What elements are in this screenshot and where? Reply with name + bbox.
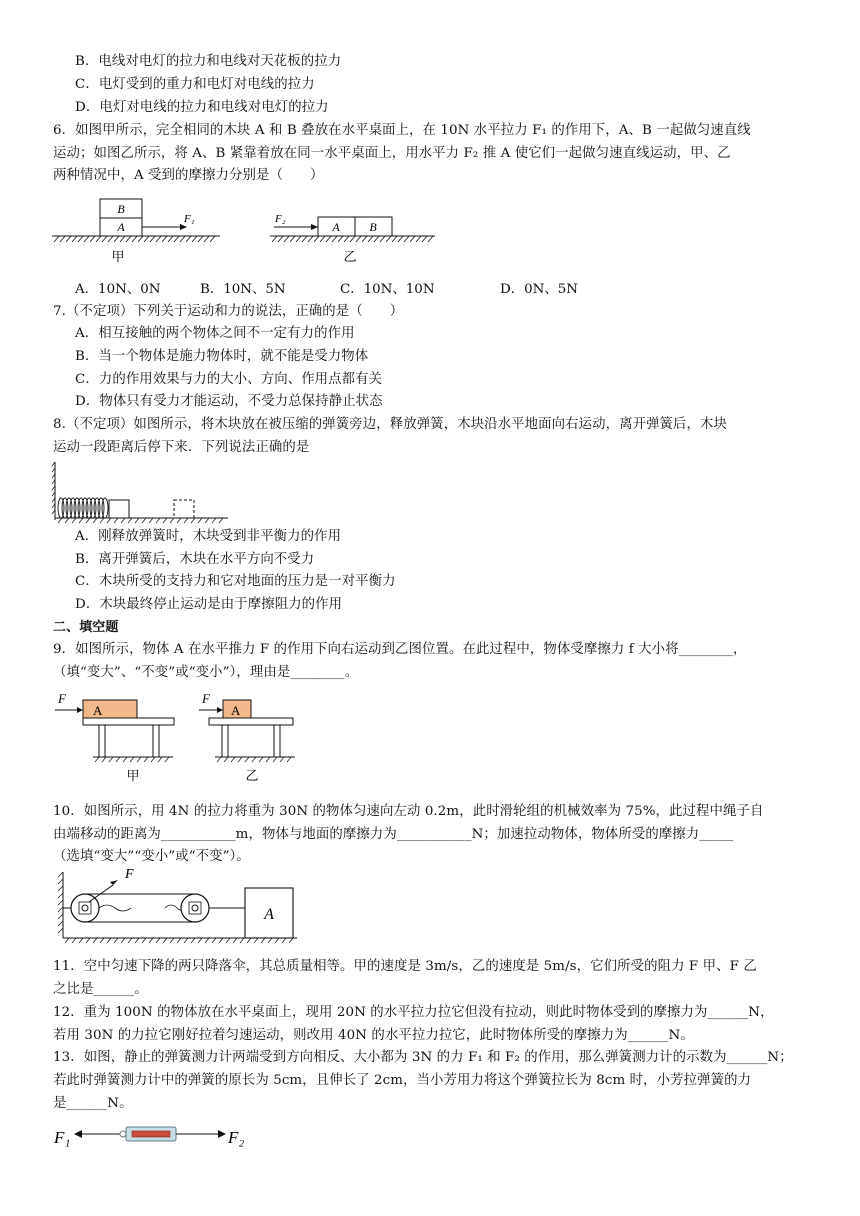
q8-spring-figure — [52, 460, 232, 525]
q6-label-jia: 甲 — [111, 249, 125, 264]
q12-stem-line1: 12．重为 100N 的物体放在水平桌面上，现用 20N 的水平拉力拉它但没有拉动，则此时物体受到的摩擦力为______N， — [53, 1005, 774, 1020]
q6-option-a: A．10N、0N — [75, 282, 161, 297]
q11-stem-line2: 之比是______。 — [53, 982, 148, 997]
q7-stem: 7.（不定项）下列关于运动和力的说法，正确的是（ ） — [53, 304, 404, 319]
q6-figure-yi — [270, 210, 440, 270]
fixed-pulley-icon — [71, 894, 99, 922]
q10-stem-line2: 由端移动的距离为___________m，物体与地面的摩擦力为___________N；加速拉动物体，物体所受的摩擦力_____ — [53, 827, 734, 842]
q6-jia-block-b: B — [117, 202, 125, 216]
q6-option-c: C．10N、10N — [340, 282, 435, 297]
q6-jia-block-a: A — [117, 220, 125, 234]
q8-stem-line1: 8.（不定项）如图所示，将木块放在被压缩的弹簧旁边，释放弹簧，木块沿水平地面向右运动，离开弹簧后，木块 — [53, 417, 728, 432]
q6-yi-force2: F₂ — [275, 213, 286, 225]
q9-yi-block-a: A — [231, 703, 241, 718]
q6-label-yi: 乙 — [343, 249, 357, 264]
q10-force-label: F — [125, 867, 134, 882]
q8-stem-line2: 运动一段距离后停下来．下列说法正确的是 — [53, 440, 310, 455]
q10-block-a: A — [264, 906, 274, 923]
q9-label-yi: 乙 — [245, 768, 259, 783]
q9-yi-force-label: F — [202, 691, 210, 706]
q10-stem-line1: 10．如图所示，用 4N 的拉力将重为 30N 的物体匀速向左动 0.2m，此时滑轮组的机械效率为 75%，此过程中绳子自 — [53, 804, 764, 819]
q6-stem-line3: 两种情况中，A 受到的摩擦力分别是（ ） — [53, 168, 324, 183]
q9-figure — [55, 690, 315, 782]
section-heading-fill-in: 二、填空题 — [53, 620, 119, 635]
q7-option-d: D．物体只有受力才能运动，不受力总保持静止状态 — [75, 394, 383, 409]
q9-stem-line2: （填“变大”、“不变”或“变小”），理由是________。 — [53, 665, 359, 680]
q13-stem-line3: 是______N。 — [53, 1096, 133, 1111]
q12-stem-line2: 若用 30N 的力拉它刚好拉着匀速运动，则改用 40N 的水平拉力拉它，此时物体所受的摩擦力为______N。 — [53, 1028, 694, 1043]
q9-jia-force-label: F — [58, 691, 66, 706]
q10-stem-line3: （选填“变大”“变小”或“不变”）。 — [53, 849, 250, 864]
q5-option-d: D．电灯对电线的拉力和电线对电灯的拉力 — [75, 100, 329, 115]
q6-stem-line1: 6．如图甲所示，完全相同的木块 A 和 B 叠放在水平桌面上，在 10N 水平拉力 F₁ 的作用下，A、B 一起做匀速直线 — [53, 123, 751, 138]
q11-stem-line1: 11．空中匀速下降的两只降落伞，其总质量相等。甲的速度是 3m/s，乙的速度是 5m/s，它们所受的阻力 F 甲、F 乙 — [53, 959, 757, 974]
q9-label-jia: 甲 — [126, 768, 140, 783]
q13-force2-label: F₂ — [228, 1128, 245, 1147]
q7-option-c: C．力的作用效果与力的大小、方向、作用点都有关 — [75, 372, 383, 387]
q6-stem-line2: 运动；如图乙所示，将 A、B 紧靠着放在同一水平桌面上，用水平力 F₂ 推 A 使它们一起做匀速直线运动，甲、乙 — [53, 146, 731, 161]
q13-stem-line2: 若此时弹簧测力计中的弹簧的原长为 5cm，且伸长了 2cm，当小芳用力将这个弹簧拉长为 8cm 时，小芳拉弹簧的力 — [53, 1073, 752, 1088]
q8-option-d: D．木块最终停止运动是由于摩擦阻力的作用 — [75, 597, 343, 612]
q6-option-d: D．0N、5N — [500, 282, 578, 297]
q8-option-b: B．离开弹簧后，木块在水平方向不受力 — [75, 552, 315, 567]
q9-jia-block-a: A — [93, 703, 103, 718]
q9-stem-line1: 9．如图所示，物体 A 在水平推力 F 的作用下向右运动到乙图位置。在此过程中，物体受摩擦力 f 大小将________， — [53, 642, 747, 657]
q13-force1-label: F₁ — [54, 1128, 71, 1147]
q13-stem-line1: 13．如图，静止的弹簧测力计两端受到方向相反、大小都为 3N 的力 F₁ 和 F₂ 的作用，那么弹簧测力计的示数为______N； — [53, 1050, 793, 1065]
spring-coil-icon — [58, 498, 108, 518]
q6-figure-jia — [52, 195, 222, 270]
q6-yi-block-a: A — [332, 220, 340, 234]
movable-pulley-icon — [181, 894, 209, 922]
q10-pulley-figure — [55, 862, 300, 947]
q13-spring-scale-figure — [52, 1118, 257, 1158]
q7-option-a: A．相互接触的两个物体之间不一定有力的作用 — [75, 326, 355, 341]
q8-option-a: A．刚释放弹簧时，木块受到非平衡力的作用 — [75, 529, 342, 544]
q6-yi-block-b: B — [369, 220, 377, 234]
q8-option-c: C．木块所受的支持力和它对地面的压力是一对平衡力 — [75, 574, 396, 589]
q7-option-b: B．当一个物体是施力物体时，就不能是受力物体 — [75, 349, 369, 364]
q6-option-b: B．10N、5N — [200, 282, 286, 297]
q6-jia-force1: F₁ — [184, 213, 195, 225]
q5-option-c: C．电灯受到的重力和电灯对电线的拉力 — [75, 77, 315, 92]
q5-option-b: B．电线对电灯的拉力和电线对天花板的拉力 — [75, 54, 342, 69]
